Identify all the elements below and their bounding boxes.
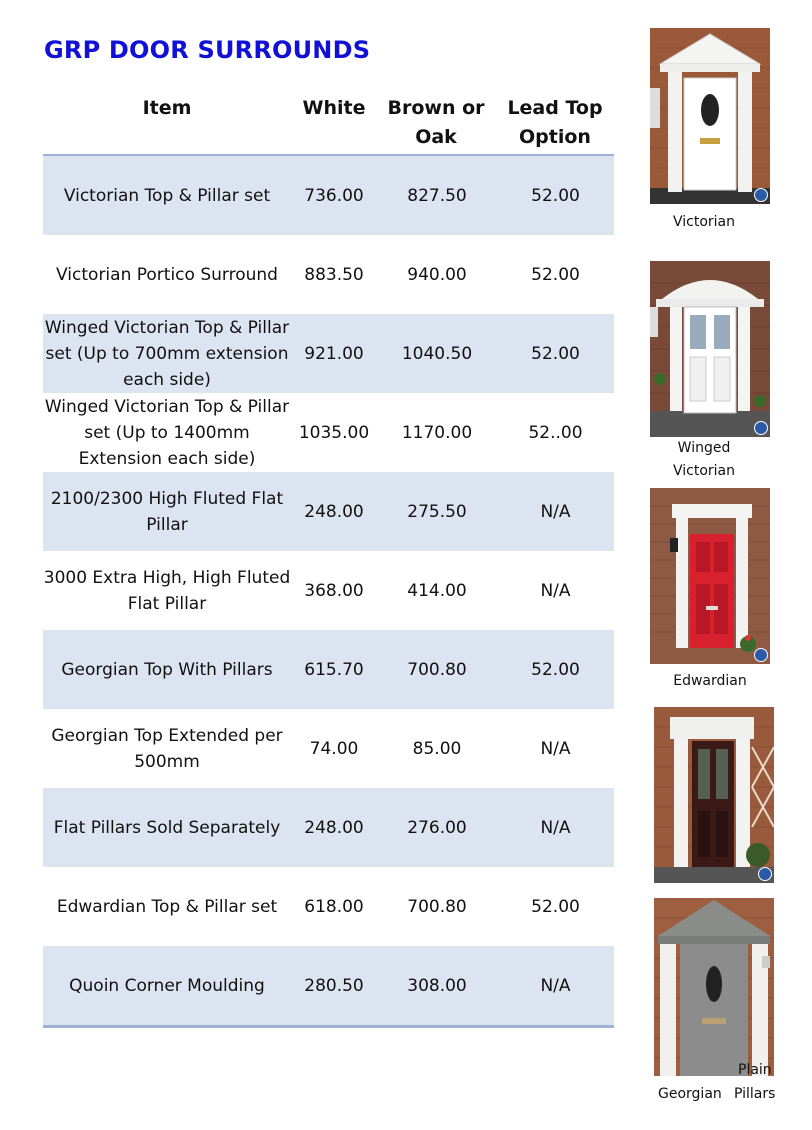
cell-lead-top: 52.00 [531, 659, 580, 680]
cell-white: 368.00 [304, 580, 364, 601]
table-row [43, 709, 614, 788]
cell-lead-top: N/A [540, 738, 571, 759]
cell-white: 248.00 [304, 817, 364, 838]
table-bottom-rule [43, 1025, 614, 1028]
cell-item: Winged Victorian Top & Pillar set (Up to 700mm extension each side) [44, 317, 290, 390]
table-row [43, 788, 614, 867]
table-row [43, 235, 614, 314]
cell-white: 736.00 [304, 185, 364, 206]
table-row [43, 946, 614, 1025]
cell-brown-oak: 414.00 [407, 580, 467, 601]
georgian-caption: Georgian [658, 1086, 722, 1102]
cell-lead-top: 52..00 [528, 422, 583, 443]
cell-item: 3000 Extra High, High Fluted Flat Pillar [43, 567, 291, 614]
cell-brown-oak: 308.00 [407, 975, 467, 996]
magnify-icon[interactable] [754, 188, 768, 202]
cell-white: 618.00 [304, 896, 364, 917]
victorian-door-photo[interactable] [650, 28, 770, 204]
cell-item: Flat Pillars Sold Separately [53, 817, 281, 838]
cell-lead-top: N/A [540, 580, 571, 601]
table-row [43, 156, 614, 235]
cell-white: 883.50 [304, 264, 364, 285]
cell-white: 248.00 [304, 501, 364, 522]
price-table [43, 88, 614, 1028]
header-white: White [302, 97, 366, 119]
magnify-icon[interactable] [754, 421, 768, 435]
georgian-door-image [654, 707, 774, 883]
winged-victorian-caption-line2: Victorian [672, 463, 735, 479]
plain-georgian-door-photo[interactable] [654, 898, 774, 1076]
table-row [43, 472, 614, 551]
edwardian-caption: Edwardian [673, 673, 747, 689]
cell-item: Victorian Top & Pillar set [63, 185, 271, 206]
cell-brown-oak: 1040.50 [401, 343, 473, 364]
page-title: GRP DOOR SURROUNDS [44, 36, 371, 64]
plain-georgian-door-image [654, 898, 774, 1076]
winged-victorian-door-photo[interactable] [650, 261, 770, 437]
cell-lead-top: N/A [540, 817, 571, 838]
table-row [43, 551, 614, 630]
georgian-door-photo[interactable] [654, 707, 774, 883]
cell-brown-oak: 700.80 [407, 896, 467, 917]
cell-lead-top: 52.00 [531, 264, 580, 285]
cell-brown-oak: 275.50 [407, 501, 467, 522]
cell-brown-oak: 85.00 [412, 738, 462, 759]
cell-brown-oak: 700.80 [407, 659, 467, 680]
cell-white: 1035.00 [298, 422, 370, 443]
cell-item: Quoin Corner Moulding [69, 975, 265, 996]
cell-lead-top: 52.00 [531, 896, 580, 917]
winged-victorian-caption-line1: Winged [677, 440, 731, 456]
table-row [43, 314, 614, 393]
winged-victorian-door-image [650, 261, 770, 437]
table-row [43, 393, 614, 472]
header-item: Item [142, 97, 192, 119]
cell-item: Georgian Top Extended per 500mm [51, 725, 283, 772]
cell-white: 280.50 [304, 975, 364, 996]
table-header [43, 88, 614, 154]
cell-lead-top: N/A [540, 975, 571, 996]
cell-item: Winged Victorian Top & Pillar set (Up to 1400mm Extension each side) [44, 396, 290, 469]
table-row [43, 867, 614, 946]
header-lead-top: Lead Top Option [507, 97, 603, 148]
edwardian-door-image [650, 488, 770, 664]
magnify-icon[interactable] [754, 648, 768, 662]
edwardian-door-photo[interactable] [650, 488, 770, 664]
cell-white: 615.70 [304, 659, 364, 680]
plain-caption: Plain [738, 1062, 772, 1078]
cell-brown-oak: 276.00 [407, 817, 467, 838]
magnify-icon[interactable] [758, 867, 772, 881]
victorian-door-image [650, 28, 770, 204]
cell-item: 2100/2300 High Fluted Flat Pillar [50, 488, 284, 535]
cell-brown-oak: 827.50 [407, 185, 467, 206]
cell-item: Victorian Portico Surround [56, 264, 278, 285]
cell-lead-top: N/A [540, 501, 571, 522]
victorian-caption: Victorian [672, 214, 735, 230]
pillars-caption: Pillars [734, 1086, 776, 1102]
cell-white: 74.00 [309, 738, 359, 759]
cell-white: 921.00 [304, 343, 364, 364]
cell-item: Georgian Top With Pillars [61, 659, 273, 680]
cell-item: Edwardian Top & Pillar set [56, 896, 278, 917]
cell-lead-top: 52.00 [531, 343, 580, 364]
table-row [43, 630, 614, 709]
cell-brown-oak: 940.00 [407, 264, 467, 285]
cell-brown-oak: 1170.00 [401, 422, 473, 443]
cell-lead-top: 52.00 [531, 185, 580, 206]
header-brown-oak: Brown or Oak [387, 97, 485, 148]
